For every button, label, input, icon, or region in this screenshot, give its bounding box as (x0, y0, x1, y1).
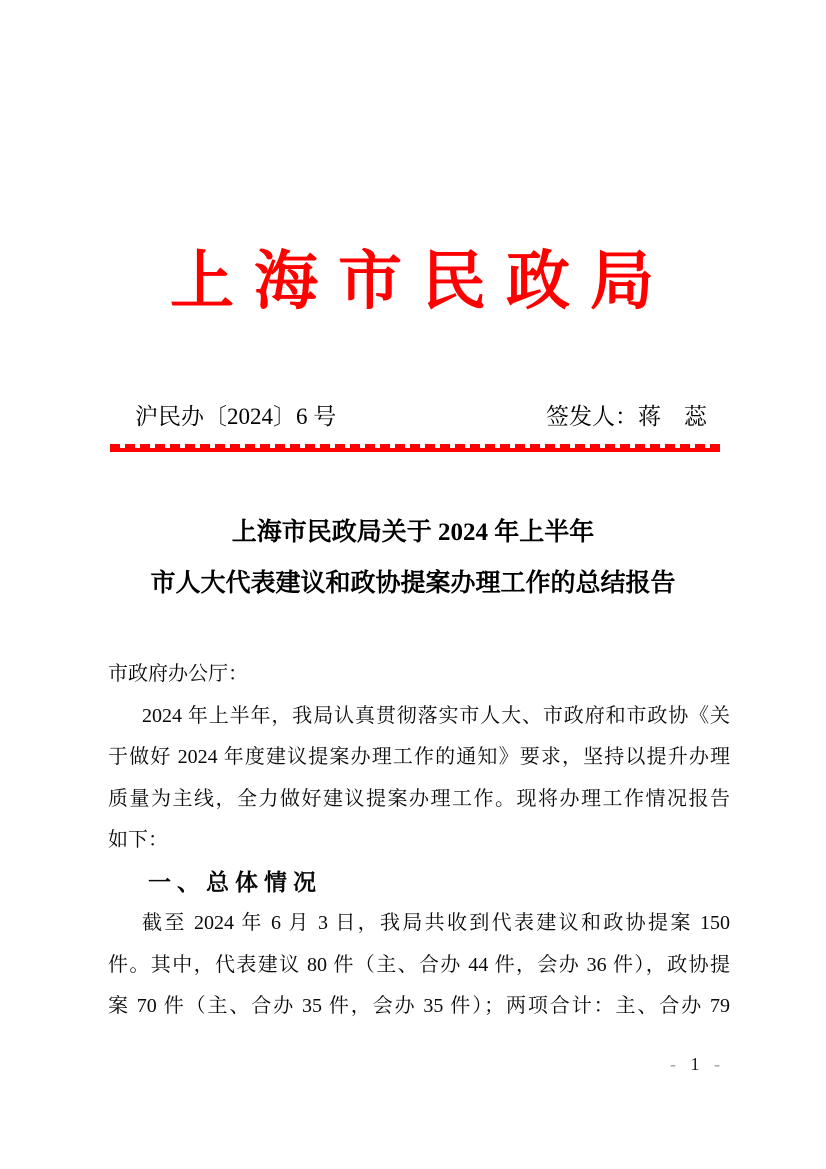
document-title-line1: 上海市民政局关于 2024 年上半年 (231, 519, 595, 546)
doc-info-row (135, 402, 707, 432)
agency-masthead-title: 上 海 市 民 政 局 (170, 246, 656, 317)
paragraph-line: 于做好 2024 年度建议提案办理工作的通知》要求，坚持以提升办理 (108, 746, 730, 768)
paragraph-line: 如下： (108, 829, 168, 851)
document-title-line2: 市人大代表建议和政协提案办理工作的总结报告 (150, 570, 676, 597)
paragraph-line: 质量为主线，全力做好建议提案办理工作。现将办理工作情况报告 (108, 787, 730, 810)
paragraph-line: 截至 2024 年 6 月 3 日，我局共收到代表建议和政协提案 150 (142, 912, 730, 934)
page-number-dash-left: - (670, 1054, 676, 1074)
doc-number: 沪民办〔2024〕6 号 (135, 404, 337, 429)
page-number-value: 1 (690, 1054, 700, 1074)
document-title (0, 507, 826, 609)
paragraph-line: 件。其中，代表建议 80 件（主、合办 44 件，会办 36 件），政协提 (108, 953, 730, 976)
paragraph-line: 案 70 件（主、合办 35 件，会办 35 件）；两项合计：主、合办 79 (108, 995, 730, 1017)
page-number (670, 1051, 720, 1077)
page-number-dash-right: - (714, 1054, 720, 1074)
document-body (108, 654, 730, 1028)
paragraph-line: 2024 年上半年，我局认真贯彻落实市人大、市政府和市政协《关 (142, 704, 730, 727)
red-separator-line (110, 444, 720, 452)
issuer-name: 签发人：蒋 蕊 (546, 404, 707, 429)
section-heading: 一、总体情况 (148, 868, 322, 895)
salutation-line: 市政府办公厅： (108, 663, 248, 685)
